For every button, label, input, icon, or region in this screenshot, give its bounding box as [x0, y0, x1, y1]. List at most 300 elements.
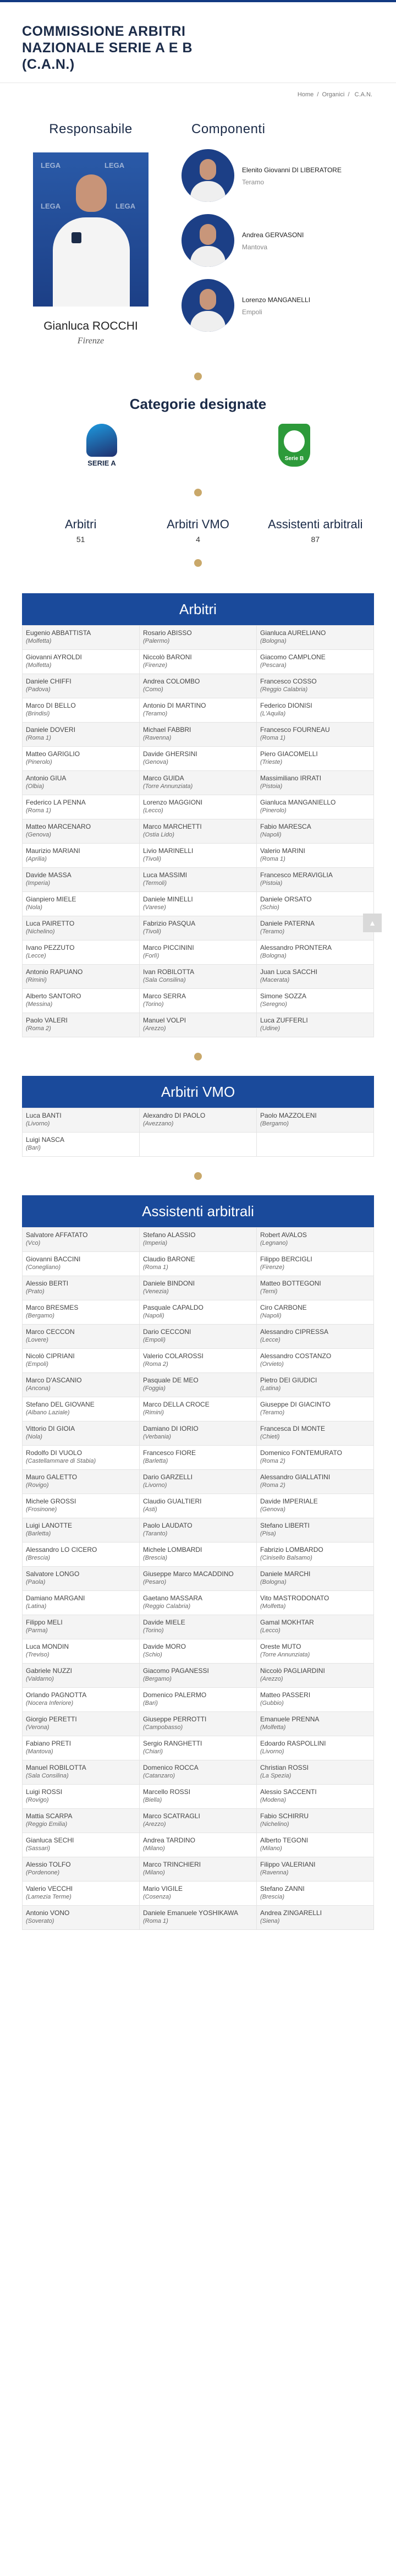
referee-section: (Asti) — [143, 1506, 157, 1513]
table-cell — [140, 674, 257, 698]
referee-name: Mattia SCARPA — [26, 1812, 73, 1820]
table-cell — [23, 1276, 140, 1300]
referee-section: (Napoli) — [260, 1312, 282, 1319]
table-cell — [140, 1108, 257, 1133]
referee-section: (Teramo) — [260, 1409, 285, 1416]
table-cell — [23, 1013, 140, 1037]
section-divider-dot — [194, 1172, 202, 1180]
referee-name: Luigi NASCA — [26, 1136, 65, 1144]
referee-section: (Molfetta) — [260, 1603, 286, 1610]
referee-section: (Venezia) — [143, 1288, 169, 1295]
table-row — [23, 650, 374, 674]
section-divider-dot — [194, 489, 202, 496]
referee-name: Michele GROSSI — [26, 1497, 76, 1505]
referee-name: Gianluca SECHI — [26, 1836, 74, 1844]
referee-name: Alessio SACCENTI — [260, 1788, 317, 1796]
referee-section: (Foggia) — [143, 1385, 166, 1392]
table-cell — [23, 1228, 140, 1252]
referee-name: Matteo PASSERI — [260, 1691, 311, 1699]
vmo-section — [0, 1076, 396, 1157]
referee-name: Marco SERRA — [143, 992, 186, 1000]
referee-section: (Pinerolo) — [260, 807, 287, 814]
referee-section: (Torre Annunziata) — [143, 783, 193, 790]
referee-section: (Pistoia) — [260, 783, 283, 790]
table-cell — [257, 844, 374, 868]
table-cell — [140, 698, 257, 723]
componente-item — [182, 214, 374, 267]
referee-name: Paolo MAZZOLENI — [260, 1112, 317, 1119]
referee-name: Francesco FIORE — [143, 1449, 196, 1457]
referee-section: (Roma 1) — [26, 735, 51, 741]
referee-name: Stefano DEL GIOVANE — [26, 1401, 95, 1408]
referee-section: (Paola) — [26, 1579, 46, 1585]
referee-section: (Olbia) — [26, 783, 45, 790]
referee-name: Claudio BARONE — [143, 1255, 195, 1263]
stat-label: Assistenti arbitrali — [268, 517, 363, 531]
table-row — [23, 1543, 374, 1567]
referee-name: Niccolò PAGLIARDINI — [260, 1667, 325, 1675]
stat-vmo — [139, 517, 256, 544]
referee-name: Mauro GALETTO — [26, 1473, 78, 1481]
table-cell — [257, 1300, 374, 1325]
table-row — [23, 1397, 374, 1421]
table-cell — [140, 1906, 257, 1930]
referee-name: Giacomo CAMPLONE — [260, 653, 326, 661]
table-row — [23, 1494, 374, 1518]
referee-section: (Cinisello Balsamo) — [260, 1555, 312, 1561]
referee-section: (Milano) — [143, 1869, 165, 1876]
breadcrumb-home[interactable]: Home — [297, 91, 314, 98]
table-row — [23, 1349, 374, 1373]
table-cell — [23, 698, 140, 723]
table-cell — [23, 1882, 140, 1906]
table-cell — [23, 1639, 140, 1664]
referee-section: (Roma 1) — [143, 1918, 168, 1924]
table-row — [23, 1712, 374, 1736]
table-cell — [257, 1228, 374, 1252]
referee-section: (Catanzaro) — [143, 1773, 175, 1779]
referee-section: (Latina) — [260, 1385, 281, 1392]
table-row — [23, 1446, 374, 1470]
referee-name: Alessio BERTI — [26, 1279, 69, 1287]
scroll-to-top-button[interactable] — [363, 914, 382, 932]
stat-label: Arbitri VMO — [167, 517, 229, 531]
table-row — [23, 1252, 374, 1276]
table-cell — [23, 892, 140, 916]
table-cell — [257, 626, 374, 650]
referee-name: Alessandro LO CICERO — [26, 1546, 97, 1554]
referee-name: Christian ROSSI — [260, 1764, 309, 1771]
referee-name: Marco DI BELLO — [26, 702, 76, 709]
assistenti-section — [0, 1195, 396, 1930]
referee-name: Giuseppe Marco MACADDINO — [143, 1570, 234, 1578]
componente-item — [182, 149, 374, 202]
referee-name: Domenico FONTEMURATO — [260, 1449, 342, 1457]
table-row — [23, 1300, 374, 1325]
chevron-up-icon: ▲ — [369, 918, 376, 927]
referee-section: (Empoli) — [26, 1361, 48, 1368]
referee-section: (Nocera Inferiore) — [26, 1700, 74, 1707]
table-cell — [23, 1470, 140, 1494]
table-cell — [140, 989, 257, 1013]
stat-value: 87 — [311, 535, 320, 544]
referee-name: Matteo MARCENARO — [26, 823, 91, 830]
referee-section: (Bergamo) — [26, 1312, 54, 1319]
table-cell — [23, 1446, 140, 1470]
referee-section: (Seregno) — [260, 1001, 287, 1008]
table-cell — [257, 1494, 374, 1518]
referee-name: Marco PICCININI — [143, 944, 194, 951]
table-row — [23, 1615, 374, 1639]
table-cell — [140, 771, 257, 795]
table-cell — [23, 1300, 140, 1325]
table-row — [23, 747, 374, 771]
referee-name: Daniele Emanuele YOSHIKAWA — [143, 1909, 238, 1917]
referee-section: (Arezzo) — [143, 1025, 166, 1032]
referee-section: (Forlì) — [143, 953, 160, 959]
referee-section: (Vco) — [26, 1240, 41, 1246]
referee-section: (Teramo) — [260, 928, 285, 935]
referee-section: (Aprilia) — [26, 856, 47, 862]
table-cell — [23, 868, 140, 892]
table-cell — [140, 844, 257, 868]
referee-name: Filippo VALERIANI — [260, 1861, 316, 1868]
table-cell — [257, 1785, 374, 1809]
table-row — [23, 1421, 374, 1446]
referee-name: Domenico ROCCA — [143, 1764, 199, 1771]
referee-section: (Lecco) — [260, 1627, 280, 1634]
referee-name: Davide MASSA — [26, 871, 72, 879]
referee-name: Livio MARINELLI — [143, 847, 194, 855]
referee-section: (Torino) — [143, 1627, 164, 1634]
referee-section: (La Spezia) — [260, 1773, 292, 1779]
referee-name: Giuseppe DI GIACINTO — [260, 1401, 331, 1408]
referee-section: (Lecco) — [143, 807, 163, 814]
table-cell — [140, 1543, 257, 1567]
table-row — [23, 1857, 374, 1882]
referee-section: (Genova) — [260, 1506, 285, 1513]
table-cell — [140, 1446, 257, 1470]
referee-name: Rodolfo DI VUOLO — [26, 1449, 82, 1457]
referee-section: (Cosenza) — [143, 1894, 171, 1900]
section-divider-dot — [194, 373, 202, 380]
referee-name: Luigi LANOTTE — [26, 1522, 73, 1529]
referee-name: Ivano PEZZUTO — [26, 944, 75, 951]
referee-section: (Napoli) — [143, 1312, 164, 1319]
table-row — [23, 1736, 374, 1760]
referee-section: (Termoli) — [143, 880, 167, 887]
referee-name: Gabriele NUZZI — [26, 1667, 73, 1675]
referee-name: Robert AVALOS — [260, 1231, 307, 1239]
referee-section: (Imperia) — [143, 1240, 168, 1246]
referee-section: (Ostia Lido) — [143, 832, 174, 838]
referee-name: Vito MASTRODONATO — [260, 1594, 329, 1602]
arbitri-table — [22, 625, 374, 1037]
referee-name: Eugenio ABBATTISTA — [26, 629, 91, 637]
table-row — [23, 1108, 374, 1133]
referee-name: Davide GHERSINI — [143, 750, 197, 758]
table-row — [23, 1809, 374, 1833]
breadcrumb-organici[interactable]: Organici — [322, 91, 345, 98]
referee-name: Salvatore AFFATATO — [26, 1231, 88, 1239]
table-cell — [140, 1567, 257, 1591]
referee-section: (Soverato) — [26, 1918, 54, 1924]
table-cell — [140, 723, 257, 747]
table-cell — [140, 1421, 257, 1446]
table-cell — [140, 1857, 257, 1882]
referee-name: Gianluca MANGANIELLO — [260, 798, 336, 806]
serie-a-logo: SERIE A — [82, 424, 121, 473]
referee-name: Piero GIACOMELLI — [260, 750, 318, 758]
referee-name: Alessandro PRONTERA — [260, 944, 332, 951]
referee-section: (Livorno) — [26, 1120, 50, 1127]
table-cell — [23, 1421, 140, 1446]
referee-name: Vittorio DI GIOIA — [26, 1425, 75, 1432]
table-cell — [140, 1494, 257, 1518]
table-cell — [23, 626, 140, 650]
referee-name: Marco MARCHETTI — [143, 823, 202, 830]
responsabile-city: Firenze — [77, 336, 105, 346]
table-row — [23, 1013, 374, 1037]
referee-name: Marco GUIDA — [143, 774, 184, 782]
responsabile-photo: LEGA LEGA LEGA LEGA — [33, 152, 148, 307]
responsabile-column — [22, 122, 160, 346]
referee-name: Nicolò CIPRIANI — [26, 1352, 75, 1360]
table-cell — [257, 1373, 374, 1397]
referee-name: Pasquale CAPALDO — [143, 1304, 204, 1311]
table-cell — [140, 1373, 257, 1397]
referee-name: Marco TRINCHIERI — [143, 1861, 201, 1868]
section-divider-dot — [194, 559, 202, 567]
table-row — [23, 1906, 374, 1930]
table-cell — [257, 1591, 374, 1615]
referee-section: (Varese) — [143, 904, 166, 911]
table-cell — [257, 1543, 374, 1567]
referee-name: Francesco MERAVIGLIA — [260, 871, 333, 879]
table-row — [23, 1228, 374, 1252]
referee-section: (Roma 2) — [26, 1025, 51, 1032]
referee-section: (Taranto) — [143, 1530, 168, 1537]
referee-section: (Roma 2) — [260, 1458, 285, 1464]
table-cell — [140, 1639, 257, 1664]
table-cell — [257, 1882, 374, 1906]
serie-b-logo: Serie B — [275, 424, 314, 473]
table-cell — [140, 1882, 257, 1906]
table-cell — [23, 1615, 140, 1639]
referee-name: Andrea ZINGARELLI — [260, 1909, 322, 1917]
referee-section: (Firenze) — [143, 662, 168, 669]
table-row — [23, 965, 374, 989]
referee-section: (Castellammare di Stabia) — [26, 1458, 96, 1464]
referee-section: (Livorno) — [260, 1748, 284, 1755]
table-cell — [257, 650, 374, 674]
referee-section: (Rovigo) — [26, 1797, 49, 1803]
referee-name: Alessio TOLFO — [26, 1861, 71, 1868]
referee-section: (Prato) — [26, 1288, 45, 1295]
avatar — [182, 149, 234, 202]
table-cell — [140, 1688, 257, 1712]
table-cell — [140, 916, 257, 940]
table-cell — [257, 1446, 374, 1470]
table-row — [23, 1664, 374, 1688]
referee-name: Damiano DI IORIO — [143, 1425, 199, 1432]
table-cell — [140, 1785, 257, 1809]
referee-name: Gianluca AURELIANO — [260, 629, 326, 637]
stat-value: 51 — [76, 535, 85, 544]
table-cell — [257, 1639, 374, 1664]
breadcrumb — [298, 91, 374, 98]
avatar — [182, 279, 234, 332]
referee-name: Domenico PALERMO — [143, 1691, 207, 1699]
table-cell — [140, 892, 257, 916]
referee-name: Federico DIONISI — [260, 702, 312, 709]
table-cell — [257, 1736, 374, 1760]
referee-section: (Schio) — [260, 904, 279, 911]
referee-name: Valerio COLAROSSI — [143, 1352, 204, 1360]
table-row — [23, 1276, 374, 1300]
table-row — [23, 1688, 374, 1712]
referee-section: (Livorno) — [143, 1482, 167, 1489]
referee-name: Giuseppe PERROTTI — [143, 1715, 207, 1723]
referee-name: Juan Luca SACCHI — [260, 968, 318, 976]
referee-name: Davide MIELE — [143, 1618, 185, 1626]
table-cell — [140, 1615, 257, 1639]
referee-name: Antonio VONO — [26, 1909, 70, 1917]
breadcrumb-separator: / — [317, 91, 319, 98]
stat-assistenti — [257, 517, 374, 544]
table-cell — [23, 1591, 140, 1615]
table-row — [23, 1373, 374, 1397]
referee-section: (Schio) — [143, 1651, 162, 1658]
table-cell — [140, 1809, 257, 1833]
table-cell — [257, 819, 374, 844]
table-row — [23, 1325, 374, 1349]
referee-section: (Chiari) — [143, 1748, 163, 1755]
referee-name: Luca BANTI — [26, 1112, 62, 1119]
referee-name: Stefano ZANNI — [260, 1885, 305, 1893]
table-row — [23, 626, 374, 650]
referee-name: Daniele CHIFFI — [26, 677, 72, 685]
referee-section: (Roma 1) — [260, 735, 285, 741]
referee-section: (Sala Consilina) — [26, 1773, 69, 1779]
referee-section: (Bergamo) — [260, 1120, 289, 1127]
referee-section: (Pesaro) — [143, 1579, 167, 1585]
table-cell — [140, 1349, 257, 1373]
referee-name: Paolo LAUDATO — [143, 1522, 193, 1529]
referee-section: (Conegliano) — [26, 1264, 61, 1271]
referee-name: Marco SCATRAGLI — [143, 1812, 200, 1820]
referee-name: Francesco FOURNEAU — [260, 726, 330, 734]
referee-name: Alessandro COSTANZO — [260, 1352, 332, 1360]
referee-section: (Tivoli) — [143, 928, 161, 935]
referee-section: (Genova) — [143, 759, 168, 765]
table-cell — [23, 1133, 140, 1157]
table-cell — [23, 723, 140, 747]
referee-name: Emanuele PRENNA — [260, 1715, 320, 1723]
table-cell — [23, 1785, 140, 1809]
table-cell — [257, 723, 374, 747]
table-row — [23, 1760, 374, 1785]
referee-section: (Orvieto) — [260, 1361, 284, 1368]
referee-section: (Avezzano) — [143, 1120, 174, 1127]
referee-name: Filippo BERCIGLI — [260, 1255, 312, 1263]
referee-name: Matteo BOTTEGONI — [260, 1279, 321, 1287]
referee-section: (Modena) — [260, 1797, 287, 1803]
referee-section: (Milano) — [260, 1845, 282, 1852]
referee-name: Simone SOZZA — [260, 992, 307, 1000]
referee-name: Ivan ROBILOTTA — [143, 968, 195, 976]
page-header — [0, 2, 396, 98]
table-cell — [23, 674, 140, 698]
referee-section: (Nichelino) — [260, 1821, 289, 1828]
referee-section: (Verona) — [26, 1724, 50, 1731]
referee-section: (Brescia) — [26, 1555, 51, 1561]
referee-section: (Pisa) — [260, 1530, 276, 1537]
table-cell — [23, 1373, 140, 1397]
table-row — [23, 795, 374, 819]
referee-section: (Sala Consilina) — [143, 977, 186, 983]
table-row — [23, 1591, 374, 1615]
referee-section: (Napoli) — [260, 832, 282, 838]
table-cell — [140, 1325, 257, 1349]
table-cell — [23, 747, 140, 771]
referee-name: Oreste MUTO — [260, 1643, 301, 1650]
referee-name: Niccolò BARONI — [143, 653, 192, 661]
table-cell — [23, 916, 140, 940]
table-row — [23, 1133, 374, 1157]
referee-name: Daniele MARCHI — [260, 1570, 311, 1578]
table-cell — [140, 1518, 257, 1543]
referee-name: Marcello ROSSI — [143, 1788, 191, 1796]
table-cell — [257, 1833, 374, 1857]
referee-name: Pasquale DE MEO — [143, 1376, 199, 1384]
referee-name: Maurizio MARIANI — [26, 847, 80, 855]
referee-section: (Roma 2) — [143, 1361, 168, 1368]
table-cell — [23, 1567, 140, 1591]
table-row — [23, 1567, 374, 1591]
table-cell — [23, 1518, 140, 1543]
referee-name: Luigi ROSSI — [26, 1788, 63, 1796]
referee-name: Alessandro CIPRESSA — [260, 1328, 329, 1336]
table-cell — [257, 1518, 374, 1543]
table-cell — [140, 1664, 257, 1688]
referee-section: (Legnano) — [260, 1240, 288, 1246]
referee-section: (Genova) — [26, 832, 51, 838]
referee-section: (Sassari) — [26, 1845, 51, 1852]
table-cell — [140, 1470, 257, 1494]
referee-name: Antonio RAPUANO — [26, 968, 83, 976]
table-cell — [257, 1712, 374, 1736]
stats-row — [0, 512, 396, 544]
avatar — [182, 214, 234, 267]
referee-section: (Terni) — [260, 1288, 278, 1295]
referee-name: Alessandro GIALLATINI — [260, 1473, 331, 1481]
table-cell — [23, 1252, 140, 1276]
table-cell — [23, 1833, 140, 1857]
referee-section: (Molfetta) — [26, 638, 52, 644]
table-row — [23, 674, 374, 698]
table-cell — [257, 1397, 374, 1421]
componenti-heading: Componenti — [191, 122, 266, 136]
table-cell — [257, 1906, 374, 1930]
table-cell — [140, 868, 257, 892]
referee-section: (Reggio Calabria) — [260, 686, 308, 693]
breadcrumb-separator: / — [348, 91, 350, 98]
referee-name: Fabio MARESCA — [260, 823, 311, 830]
referee-section: (Imperia) — [26, 880, 51, 887]
referee-section: (Ravenna) — [143, 735, 172, 741]
referee-name: Luca MASSIMI — [143, 871, 188, 879]
